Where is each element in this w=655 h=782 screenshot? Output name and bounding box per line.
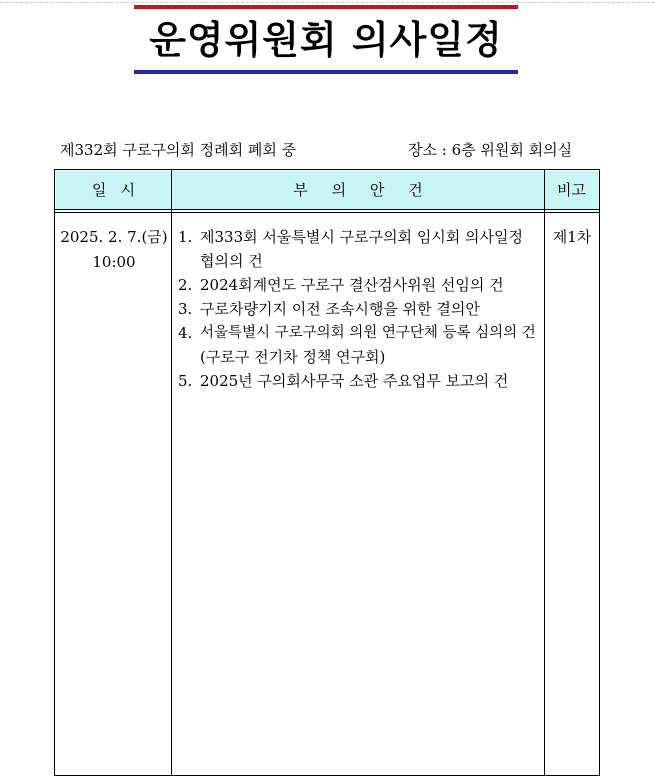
meeting-time: 10:00 <box>92 253 136 271</box>
location-info: 장소 : 6층 위원회 회의실 <box>408 141 573 159</box>
agenda-item-text-continued: 협의의 건 <box>200 252 263 270</box>
page-top-ruler <box>0 0 655 3</box>
agenda-item-number: 3. <box>178 300 193 318</box>
agenda-item-number: 1. <box>178 228 193 246</box>
agenda-item-text: 서울특별시 구로구의회 의원 연구단체 등록 심의의 건 <box>200 325 536 341</box>
header-remark: 비고 <box>557 181 586 199</box>
agenda-item-number: 5. <box>178 372 193 390</box>
agenda-item-number: 2. <box>178 276 193 294</box>
title-bar-bottom <box>134 70 518 74</box>
remark-cell: 제1차 <box>552 228 592 246</box>
agenda-item <box>178 297 542 321</box>
column-divider-remark <box>544 169 545 776</box>
agenda-item-number: 4. <box>178 324 193 342</box>
agenda-item <box>178 273 542 297</box>
agenda-item-text: 2024회계연도 구로구 결산검사위원 선임의 건 <box>200 276 504 294</box>
header-divider-1 <box>54 209 600 210</box>
agenda-item-text: 제333회 서울특별시 구로구의회 임시회 의사일정 <box>200 228 524 246</box>
agenda-item-text: 2025년 구의회사무국 소관 주요업무 보고의 건 <box>200 372 509 390</box>
agenda-item <box>178 369 542 393</box>
header-agenda: 부 의 안 건 <box>293 181 423 199</box>
agenda-item <box>178 225 542 273</box>
agenda-item-text: 구로차량기지 이전 조속시행을 위한 결의안 <box>200 300 480 318</box>
agenda-list <box>178 225 542 393</box>
header-date: 일 시 <box>91 181 136 199</box>
document-title: 운영위원회 의사일정 <box>149 18 503 62</box>
date-cell <box>56 225 172 275</box>
agenda-item <box>178 321 542 369</box>
header-divider-2 <box>54 212 600 213</box>
agenda-item-text-continued: (구로구 전기차 정책 연구회) <box>200 348 386 366</box>
title-bar-top <box>134 5 518 9</box>
session-info: 제332회 구로구의회 정례회 폐회 중 <box>60 141 297 159</box>
meeting-date: 2025. 2. 7.(금) <box>60 228 168 246</box>
